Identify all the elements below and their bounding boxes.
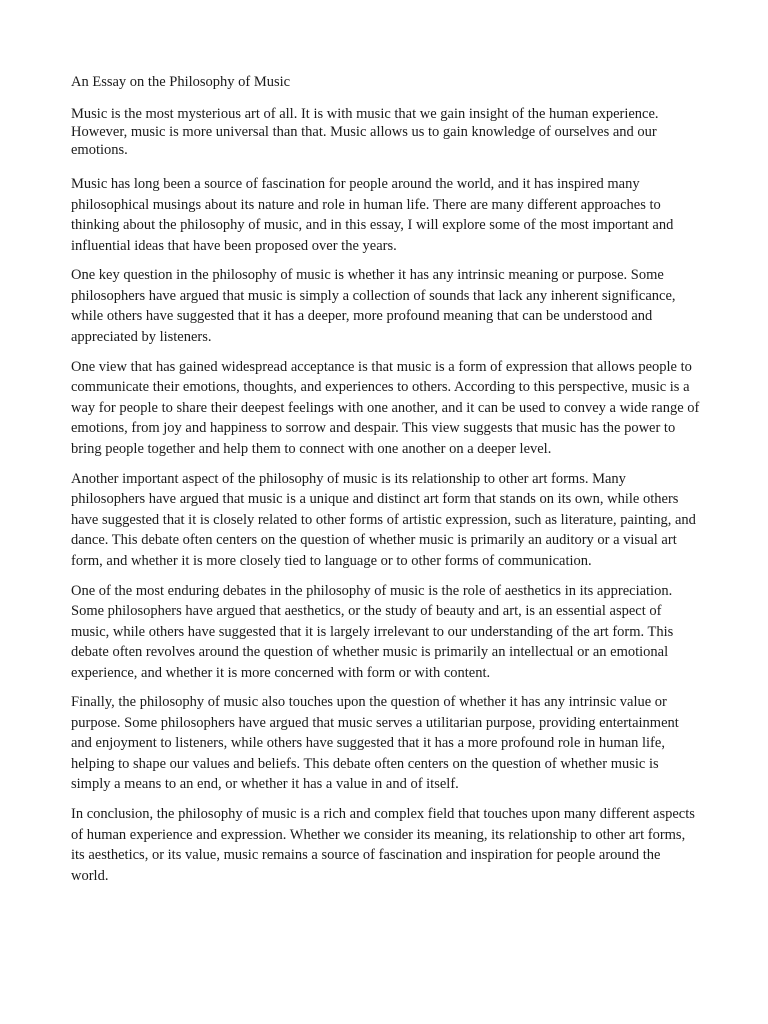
paragraph: One key question in the philosophy of music is whether it has any intrinsic meaning or purpose. Some philosophers have argued that music is simply a collection of sounds that lack any inherent significance, while others have suggested that it has a deeper, more profound meaning that can be understood and appreciated by listeners.	[71, 267, 676, 345]
essay-body	[71, 174, 701, 886]
intro-paragraph: Music is the most mysterious art of all. It is with music that we gain insight of the human experience. However, music is more universal than that. Music allows us to gain knowledge of ourselves and our emotions.	[71, 106, 659, 158]
paragraph: One view that has gained widespread acceptance is that music is a form of expression that allows people to communicate their emotions, thoughts, and experiences to others. According to this perspective, music is a way for people to share their deepest feelings with one another, and it can be used to convey a wide range of emotions, from joy and happiness to sorrow and despair. This view suggests that music has the power to bring people together and help them to connect with one another on a deeper level.	[71, 358, 700, 457]
paragraph: One of the most enduring debates in the philosophy of music is the role of aesthetics in its appreciation. Some philosophers have argued that aesthetics, or the study of beauty and art, is an essential aspect of music, while others have suggested that it is largely irrelevant to our understanding of the art form. This debate often revolves around the question of whether music is primarily an intellectual or an emotional experience, and whether it is more concerned with form or with content.	[71, 582, 674, 681]
paragraph: In conclusion, the philosophy of music is a rich and complex field that touches upon many different aspects of human experience and expression. Whether we consider its meaning, its relationship to other art forms, its aesthetics, or its value, music remains a source of fascination and inspiration for people around the world.	[71, 806, 695, 884]
document-page	[71, 72, 701, 896]
paragraph: Music has long been a source of fascination for people around the world, and it has inspired many philosophical musings about its nature and role in human life. There are many different approaches to thinking about the philosophy of music, and in this essay, I will explore some of the most important and influential ideas that have been proposed over the years.	[71, 176, 674, 254]
paragraph: Finally, the philosophy of music also touches upon the question of whether it has any intrinsic value or purpose. Some philosophers have argued that music serves a utilitarian purpose, providing entertainment and enjoyment to listeners, while others have suggested that it has a more profound role in human life, helping to shape our values and beliefs. This debate often centers on the question of whether music is simply a means to an end, or whether it has a value in and of itself.	[71, 694, 679, 793]
document-title: An Essay on the Philosophy of Music	[71, 74, 291, 90]
paragraph: Another important aspect of the philosophy of music is its relationship to other art forms. Many philosophers have argued that music is a unique and distinct art form that stands on its own, while others have suggested that it is closely related to other forms of artistic expression, such as literature, painting, and dance. This debate often centers on the question of whether music is primarily an auditory or a visual art form, and whether it is more closely tied to language or to other forms of communication.	[71, 470, 696, 569]
